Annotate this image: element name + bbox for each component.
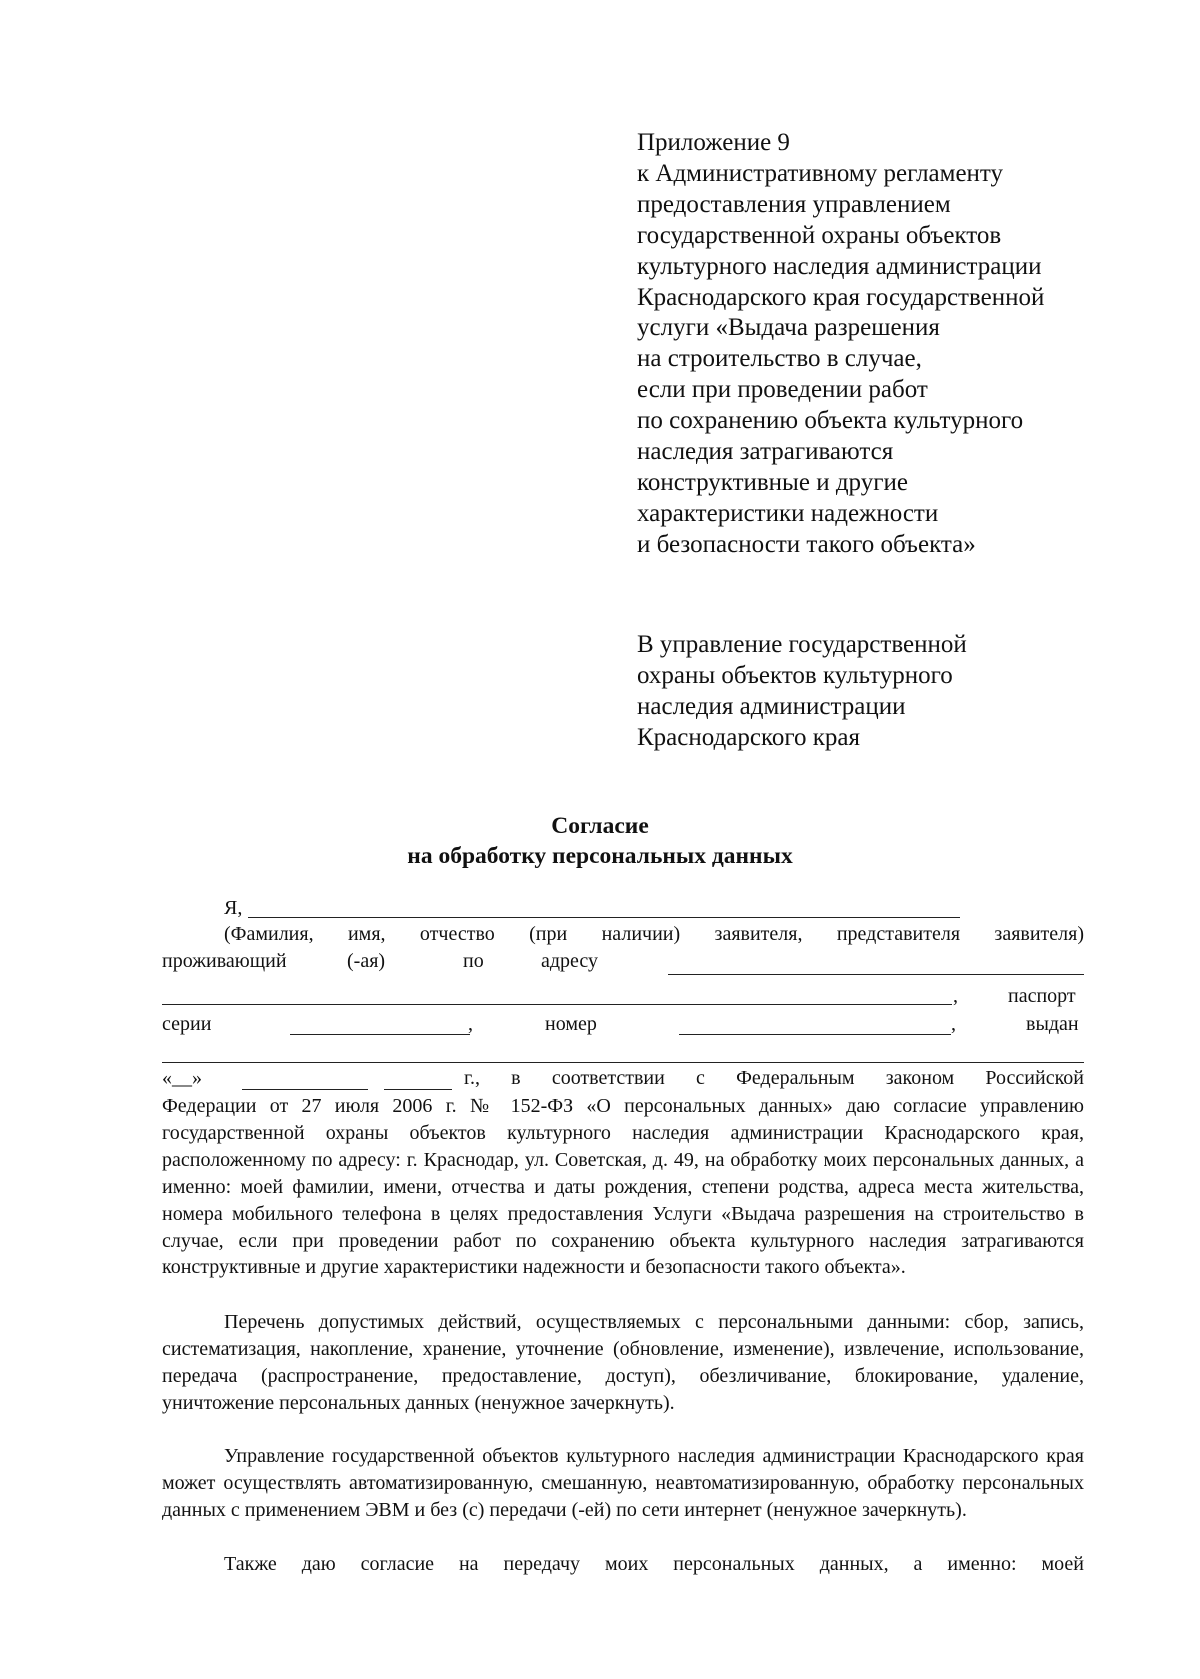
appendix-line: к Административному регламенту [637,159,1004,187]
appendix-line: конструктивные и другие [637,468,908,496]
document-subtitle: на обработку персональных данных [407,843,793,869]
appendix-line: услуги «Выдача разрешения [637,314,940,342]
addressee-line: охраны объектов культурного [637,662,953,689]
number-label: номер [545,1013,597,1035]
paragraph-actions: Перечень допустимых действий, осуществляемых с персональными данными: сбор, запись, систематизация, накопление, хранение, уточнение (обновление, изменение), извлечение, использование, передача (распространение, предоставление, доступ), обезличивание, блокирование, удаление, уничтожение персональных данных (ненужное зачеркнуть). [162,1311,1084,1414]
paragraph-consent: Федерации от 27 июля 2006 г. № 152-ФЗ «О персональных данных» даю согласие управлению государственной охраны объектов культурного наследия администрации Краснодарского края, расположенному по адресу: г. Краснодар, ул. Советская, д. 49, на обработку моих персональных данных, а именно: моей фамилии, имени, отчества и даты рождения, степени родства, адреса места жительства, номера мобильного телефона в целях предоставления Услуги «Выдача разрешения на строительство в случае, если при проведении работ по сохранению объекта культурного наследия затрагиваются конструктивные и другие характеристики надежности и безопасности такого объекта». [162,1095,1084,1279]
ya-label: Я, [224,897,243,919]
number-comma: , [951,1013,956,1035]
paragraph-transfer: Также даю согласие на передачу моих персональных данных, а именно: моей [224,1553,1084,1575]
addressee-line: В управление государственной [637,631,967,658]
series-label: серии [162,1013,212,1035]
series-field-line[interactable] [290,1034,470,1035]
addressee-block [637,629,1157,753]
appendix-line: и безопасности такого объекта» [637,530,976,558]
date-month-field-line[interactable] [242,1089,368,1090]
issued-label: выдан [1026,1013,1079,1035]
appendix-line: государственной охраны объектов [637,221,1002,249]
date-tail-text: г., в соответствии с Федеральным законом Российской [464,1067,1084,1089]
date-day-field[interactable]: «__» [162,1067,202,1089]
paragraph-processing: Управление государственной объектов культурного наследия администрации Краснодарского края может осуществлять автоматизированную, смешанную, неавтоматизированную, обработку персональных данных с применением ЭВМ и без (с) передачи (-ей) по сети интернет (ненужное зачеркнуть). [162,1445,1084,1521]
address-field-line-2[interactable] [162,1004,952,1005]
appendix-line: Краснодарского края государственной [637,283,1045,311]
po-label: по [463,950,484,972]
appendix-line: наследия затрагиваются [637,438,894,466]
appendix-line: по сохранению объекта культурного [637,407,1024,435]
appendix-line: характеристики надежности [637,499,939,527]
addressee-line: Краснодарского края [637,724,860,751]
fio-field-line[interactable] [248,917,960,918]
residing-label: проживающий [162,950,287,972]
fio-hint: (Фамилия, имя, отчество (при наличии) заявителя, представителя заявителя) [224,923,1084,945]
appendix-line: на строительство в случае, [637,345,922,373]
passport-label: паспорт [1008,985,1076,1007]
appendix-header [637,128,1157,561]
issued-by-field-line[interactable] [162,1062,1084,1063]
address-label: адресу [541,950,599,972]
document-title: Согласие [551,813,649,839]
addressee-line: наследия администрации [637,693,906,720]
number-field-line[interactable] [679,1034,951,1035]
series-comma: , [468,1013,473,1035]
address-comma: , [953,985,958,1007]
appendix-line: Приложение 9 [637,129,790,156]
appendix-line: культурного наследия администрации [637,252,1042,280]
address-field-line-1[interactable] [668,974,1084,975]
aya-label: (-ая) [347,950,386,972]
appendix-line: если при проведении работ [637,376,928,404]
date-year-field-line[interactable] [384,1089,452,1090]
appendix-line: предоставления управлением [637,190,951,218]
